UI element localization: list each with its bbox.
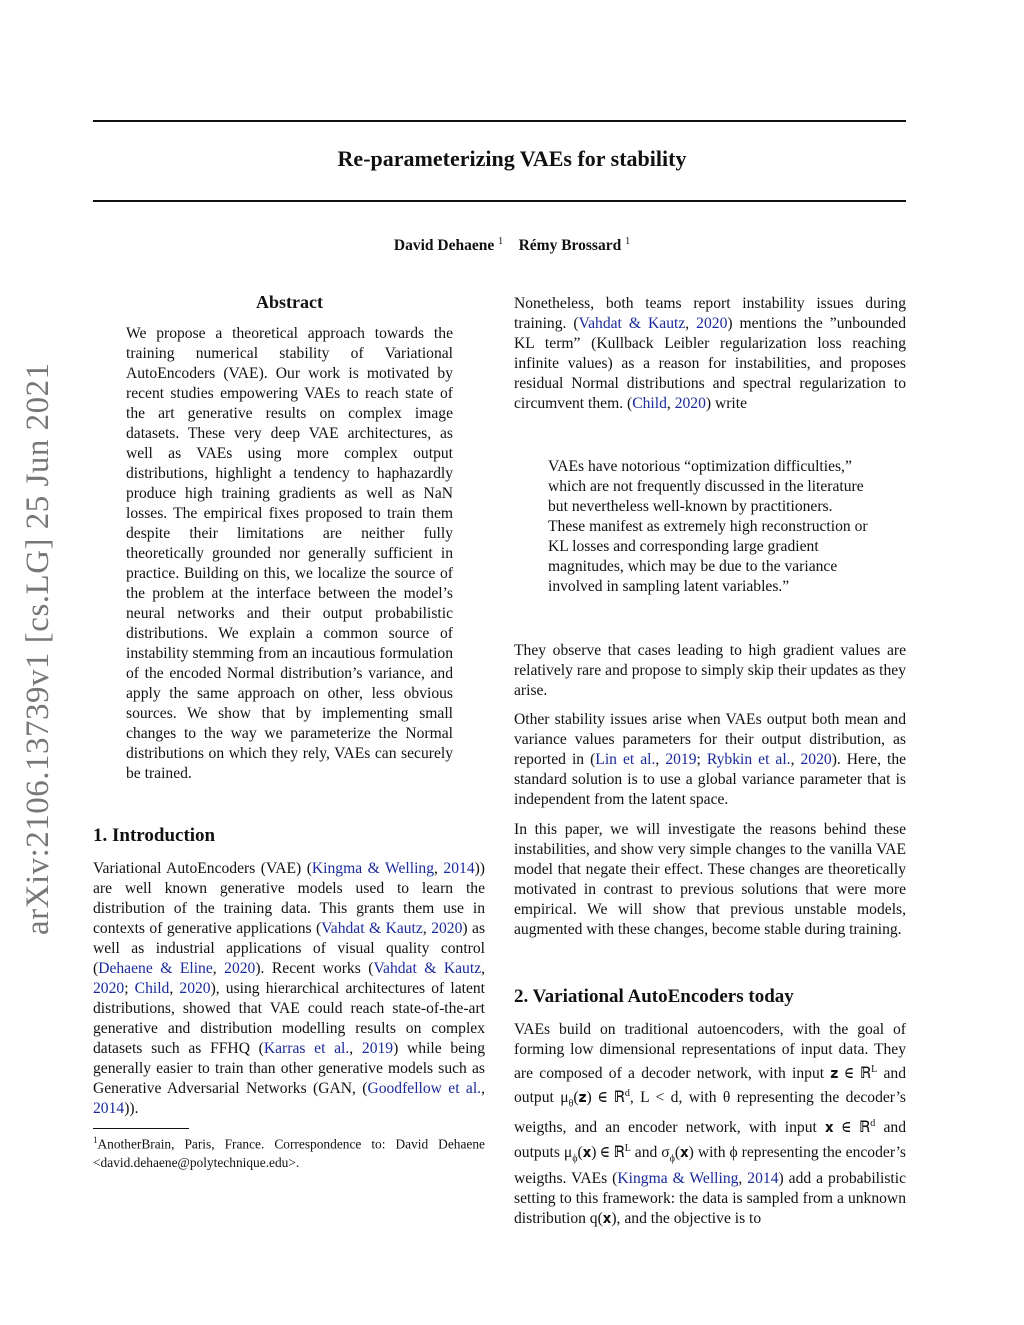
text-run: ) while being generally easier to train than other generative models such as Generative Adversarial Networks (GAN, ( [93,1040,486,1097]
text-run: (𝐱) ∈ ℝ [577,1143,625,1161]
citation-link[interactable]: Dehaene & Eline [98,960,213,977]
right-paragraph-3 [514,710,906,810]
section-2-heading: 2. Variational AutoEncoders today [514,986,794,1007]
text-run: VAEs build on traditional autoencoders, with the goal of forming low dimensional representations of input data. They are composed of a decoder network, with input 𝐳 ∈ ℝ [514,1021,906,1083]
citation-link[interactable]: 2020 [431,920,463,937]
text-run: ) write [705,395,748,412]
paper-title: Re-parameterizing VAEs for stability [337,146,687,171]
text-run: , L < d, with θ representing the decoder’s weigths, and an encoder network, with input 𝐱 ∈ ℝ [514,1089,906,1137]
title-top-rule [93,120,906,122]
text-run: Variational AutoEncoders (VAE) ( [93,860,312,877]
text-run: , [481,960,486,977]
citation-link[interactable]: Lin et al. [595,751,656,768]
text-run: , [790,751,801,768]
text-run: Other stability issues arise when VAEs output both mean and variance values parameters for their output distribution, as reported in ( [514,711,906,768]
citation-link[interactable]: 2019 [665,751,697,768]
text-run: They observe that cases leading to high gradient values are relatively rare and propose to simply skip their updates as they arise. [514,642,906,699]
math-script: L [624,1142,631,1154]
text-run: , [434,860,444,877]
citation-link[interactable]: Child [134,980,170,997]
arxiv-side-label: arXiv:2106.13739v1 [cs.LG] 25 Jun 2021 [20,362,56,935]
citation-link[interactable]: Vahdat & Kautz [321,920,423,937]
citation-link[interactable]: 2020 [800,751,832,768]
math-script: d [624,1088,630,1100]
abstract-heading: Abstract [256,292,323,312]
right-paragraph-1 [514,294,906,414]
citation-link[interactable]: Goodfellow et al. [367,1080,482,1097]
intro-heading: 1. Introduction [93,825,216,846]
text-run: , [422,920,432,937]
citation-link[interactable]: 2020 [93,980,125,997]
text-run: , [738,1169,748,1187]
math-script: d [870,1118,876,1130]
author-name: Rémy Brossard [518,237,622,255]
text-run: ) add a probabilistic setting to this framework: the data is sampled from a unknown distribution q(𝐱), and the objective is to [514,1169,906,1227]
right-paragraph-2 [514,641,906,701]
text-run: , [349,1040,362,1057]
text-run: )) are well known generative models used to learn the distribution of the training data. This grants them use in contexts of generative applications ( [93,860,485,937]
text-run: , [212,960,225,977]
text-run: In this paper, we will investigate the reasons behind these instabilities, and show very simple changes to the vanilla VAE model that negate their effect. These changes are theoretically motivated in contrast to previous solutions that were more empirical. We will show that previous unstable models, augmented with these changes, become stable during training. [514,821,906,938]
text-run: (𝐳) ∈ ℝ [573,1089,625,1107]
text-run: ). Recent works ( [255,960,374,977]
citation-link[interactable]: Karras et al. [263,1040,350,1057]
math-script: L [871,1064,878,1075]
citation-link[interactable]: 2020 [179,980,211,997]
text-run: ) mentions the ”unbounded KL term” (Kullback Leibler regularization loss reaching infinite values) as a reason for instabilities, and proposes residual Normal distributions and spectral regularization to circumvent them. ( [514,315,906,412]
citation-link[interactable]: Child [632,395,667,412]
math-script: θ [568,1098,574,1110]
footnote-mark: 1 [93,1135,98,1145]
text-run: Nonetheless, both teams report instability issues during training. ( [514,295,906,332]
author-affiliation-mark: 1 [625,236,631,247]
math-script: ϕ [572,1152,578,1164]
authors [0,236,1024,255]
intro-paragraph [93,859,485,1119]
citation-link[interactable]: 2014 [747,1169,779,1187]
math-script: ϕ [669,1152,675,1164]
title-bottom-rule [93,200,906,202]
text-run: ) as well as industrial applications of visual quality control ( [93,920,486,977]
text-run: and outputs μ [514,1119,906,1161]
right-paragraph-5 [514,1020,906,1229]
citation-link[interactable]: 2020 [224,960,256,977]
text-run: , [655,751,666,768]
abstract-text: We propose a theoretical approach towards the training numerical stability of Variational AutoEncoders (VAE). Our work is motivated by recent studies empowering VAEs to reach state of the art generative results on complex image datasets. These very deep VAE architectures, as well as VAEs using more complex output distributions, highlight a tendency to haphazardly produce high training gradients as well as NaN losses. The empirical fixes proposed to train them despite their limitations are neither fully theoretically grounded nor generally sufficient in practice. Building on this, we localize the source of the problem at the interface between the model’s neural networks and their output probabilistic distributions. We explain a common source of instability stemming from an incautious formulation of the encoded Normal distribution’s variance, and apply the same approach on other, less obvious sources. We show that by implementing small changes to the way we parameterize the Normal distributions on which they rely, VAEs can securely be trained. [126,325,453,782]
citation-link[interactable]: Rybkin et al. [706,751,791,768]
citation-link[interactable]: Kingma & Welling [617,1169,739,1187]
text-run: VAEs have notorious “optimization difficulties,” which are not frequently discussed in the literature but nevertheless well-known by practitioners. These manifest as extremely high reconstruction or KL losses and corresponding large gradient magnitudes, which may be due to the variance involved in sampling latent variables.” [548,458,868,595]
citation-link[interactable]: Vahdat & Kautz [373,960,482,977]
citation-link[interactable]: 2014 [93,1100,125,1117]
footnote-text: AnotherBrain, Paris, France. Correspondence to: David Dehaene <david.dehaene@polytechnique.edu>. [93,1136,485,1171]
text-run: , [685,315,697,332]
citation-link[interactable]: Vahdat & Kautz [578,315,686,332]
text-run: ; [124,980,135,997]
author-affiliation-mark: 1 [498,236,504,247]
citation-link[interactable]: 2019 [361,1040,394,1057]
footnote [93,1131,485,1172]
text-run: and σ [630,1143,670,1161]
citation-link[interactable]: 2020 [674,395,706,412]
text-run: , [169,980,180,997]
citation-link[interactable]: 2020 [696,315,728,332]
text-run: )). [124,1100,139,1117]
text-run: ), using hierarchical architectures of latent distributions, showed that VAE could reach state-of-the-art generative and distribution modelling results on complex datasets such as FFHQ ( [93,980,486,1057]
text-run: and output μ [514,1065,906,1107]
text-run: , [481,1080,485,1097]
citation-link[interactable]: Kingma & Welling [311,860,434,877]
author-name: David Dehaene [393,237,495,255]
text-run: ; [696,751,707,768]
text-run: (𝐱) with ϕ representing the encoder’s weigths. VAEs ( [514,1143,906,1187]
right-paragraph-4 [514,820,906,940]
footnote-rule [93,1128,189,1129]
text-run: , [666,395,675,412]
citation-link[interactable]: 2014 [443,860,475,877]
text-run: ). Here, the standard solution is to use a global variance parameter that is independent from the latent space. [514,751,907,808]
block-quote [548,457,873,597]
